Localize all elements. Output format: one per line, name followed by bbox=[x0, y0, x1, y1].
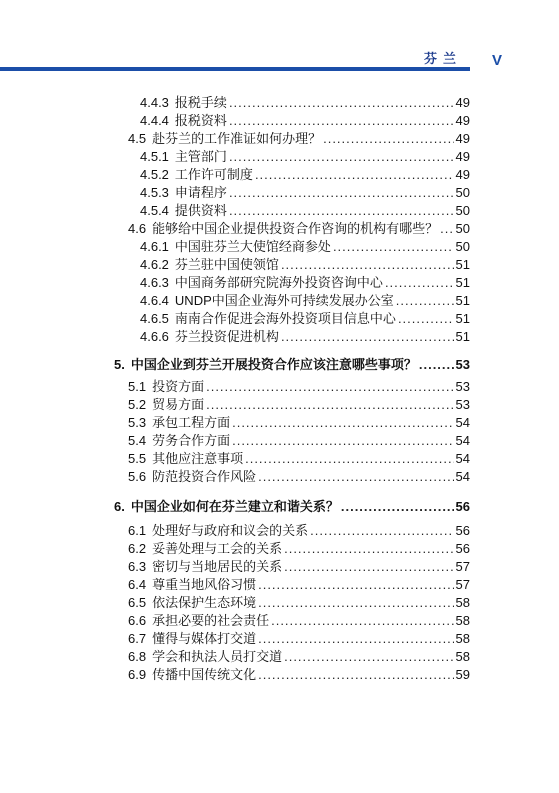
toc-entry[interactable] bbox=[128, 541, 470, 557]
toc-entry-number: 4.6.3 bbox=[140, 275, 169, 290]
dot-leader bbox=[284, 559, 453, 575]
toc-entry-number: 4.6.5 bbox=[140, 311, 169, 326]
toc-entry[interactable] bbox=[140, 185, 470, 201]
toc-entry[interactable] bbox=[140, 275, 470, 291]
toc-entry-title: 赴芬兰的工作准证如何办理？ bbox=[152, 131, 322, 146]
toc-entry-page: 56 bbox=[455, 541, 470, 556]
toc-entry[interactable] bbox=[140, 311, 470, 327]
dot-leader bbox=[440, 221, 453, 237]
toc-entry-number: 6.7 bbox=[128, 631, 147, 646]
dot-leader bbox=[323, 131, 453, 147]
toc-entry-title: 其他应注意事项 bbox=[152, 451, 244, 466]
toc-entry-page: 58 bbox=[455, 595, 470, 610]
toc-entry-number: 4.5.3 bbox=[140, 185, 169, 200]
dot-leader bbox=[281, 257, 454, 273]
toc-entry-number: 5.4 bbox=[128, 433, 147, 448]
toc-entry-title: 尊重当地风俗习惯 bbox=[152, 577, 257, 592]
toc-entry-number: 5.6 bbox=[128, 469, 147, 484]
toc-entry-page: 58 bbox=[455, 649, 470, 664]
toc-entry-title: 芬兰投资促进机构 bbox=[174, 329, 279, 344]
toc-entry-title: 能够给中国企业提供投资合作咨询的机构有哪些？ bbox=[152, 221, 439, 236]
toc-entry-title: 中国驻芬兰大使馆经商参处 bbox=[174, 239, 331, 254]
toc-entry-page: 57 bbox=[455, 577, 470, 592]
toc-entry-title: 工作许可制度 bbox=[174, 167, 253, 182]
toc-entry[interactable] bbox=[128, 415, 470, 431]
toc-entry-number: 6.5 bbox=[128, 595, 147, 610]
toc-entry-title: 密切与当地居民的关系 bbox=[152, 559, 283, 574]
dot-leader bbox=[229, 113, 454, 129]
toc-entry-page: 51 bbox=[455, 311, 470, 326]
dot-leader bbox=[271, 613, 453, 629]
toc-entry-page: 54 bbox=[455, 451, 470, 466]
toc-entry[interactable] bbox=[128, 131, 470, 147]
toc-entry[interactable] bbox=[140, 113, 470, 129]
toc-entry[interactable] bbox=[128, 595, 470, 611]
toc-entry-page: 54 bbox=[455, 433, 470, 448]
toc-entry-page: 50 bbox=[455, 221, 470, 236]
toc-entry-number: 5.5 bbox=[128, 451, 147, 466]
toc-entry-number: 4.5.4 bbox=[140, 203, 169, 218]
toc-entry-page: 51 bbox=[455, 293, 470, 308]
toc-entry-page: 49 bbox=[455, 167, 470, 182]
dot-leader bbox=[245, 451, 453, 467]
toc-entry-page: 50 bbox=[455, 203, 470, 218]
toc-entry-page: 51 bbox=[455, 257, 470, 272]
toc-entry-title: 报税资料 bbox=[174, 113, 227, 128]
toc-entry[interactable] bbox=[140, 149, 470, 165]
toc-entry-title: 提供资料 bbox=[174, 203, 227, 218]
toc-entry[interactable] bbox=[128, 221, 470, 237]
dot-leader bbox=[255, 167, 454, 183]
toc-entry-number: 4.6.4 bbox=[140, 293, 169, 308]
toc-entry-number: 6.9 bbox=[128, 667, 147, 682]
toc-entry-page: 53 bbox=[455, 397, 470, 412]
toc-entry-title: 承担必要的社会责任 bbox=[152, 613, 270, 628]
dot-leader bbox=[281, 329, 454, 345]
toc-entry-number: 6.6 bbox=[128, 613, 147, 628]
toc-entry[interactable] bbox=[140, 203, 470, 219]
toc-entry[interactable] bbox=[128, 523, 470, 539]
toc-entry-page: 49 bbox=[455, 149, 470, 164]
toc-entry-page: 50 bbox=[455, 239, 470, 254]
dot-leader bbox=[284, 541, 453, 557]
toc-entry-page: 54 bbox=[455, 415, 470, 430]
toc-entry[interactable] bbox=[128, 559, 470, 575]
toc-entry-page: 56 bbox=[455, 499, 470, 514]
toc-entry-number: 5.2 bbox=[128, 397, 147, 412]
toc-entry-page: 51 bbox=[455, 329, 470, 344]
dot-leader bbox=[258, 667, 453, 683]
toc-entry-number: 4.6.6 bbox=[140, 329, 169, 344]
toc-entry-page: 49 bbox=[455, 95, 470, 110]
toc-entry-number: 5.3 bbox=[128, 415, 147, 430]
dot-leader bbox=[229, 149, 454, 165]
toc-entry-title: 投资方面 bbox=[152, 379, 205, 394]
toc-entry[interactable] bbox=[128, 649, 470, 665]
dot-leader bbox=[310, 523, 453, 539]
toc-entry-page: 50 bbox=[455, 185, 470, 200]
toc-entry-number: 6.3 bbox=[128, 559, 147, 574]
toc-entry-number: 6.4 bbox=[128, 577, 147, 592]
toc-entry-number: 4.5 bbox=[128, 131, 147, 146]
toc-entry[interactable] bbox=[140, 95, 470, 111]
header-rule bbox=[0, 67, 470, 71]
toc-entry-number: 5. bbox=[114, 357, 125, 372]
toc-entry-title: 申请程序 bbox=[174, 185, 227, 200]
toc-entry-number: 6.1 bbox=[128, 523, 147, 538]
toc-entry-title: 中国企业到芬兰开展投资合作应该注意哪些事项？ bbox=[130, 357, 417, 372]
toc-entry-title: 中国商务部研究院海外投资咨询中心 bbox=[174, 275, 383, 290]
toc-entry-title: 防范投资合作风险 bbox=[152, 469, 257, 484]
dot-leader bbox=[206, 397, 453, 413]
toc-entry-title: 学会和执法人员打交道 bbox=[152, 649, 283, 664]
toc-entry-title: 主管部门 bbox=[174, 149, 227, 164]
toc-entry-number: 4.5.2 bbox=[140, 167, 169, 182]
dot-leader bbox=[396, 293, 454, 309]
toc-entry-page: 53 bbox=[455, 357, 470, 372]
toc-entry-page: 51 bbox=[455, 275, 470, 290]
toc-entry-title: 中国企业如何在芬兰建立和谐关系？ bbox=[130, 499, 339, 514]
toc-entry-title: UNDP中国企业海外可持续发展办公室 bbox=[174, 293, 394, 308]
toc-entry-page: 59 bbox=[455, 667, 470, 682]
toc-entry-number: 4.6 bbox=[128, 221, 147, 236]
toc-entry[interactable] bbox=[128, 613, 470, 629]
toc-entry[interactable] bbox=[140, 239, 470, 255]
toc-entry[interactable] bbox=[128, 667, 470, 683]
toc-entry[interactable] bbox=[128, 433, 470, 449]
toc-entry[interactable] bbox=[140, 257, 470, 273]
toc-entry[interactable] bbox=[128, 577, 470, 593]
dot-leader bbox=[341, 499, 454, 515]
dot-leader bbox=[385, 275, 454, 291]
toc-entry-page: 53 bbox=[455, 379, 470, 394]
dot-leader bbox=[419, 357, 454, 373]
dot-leader bbox=[229, 95, 454, 111]
dot-leader bbox=[206, 379, 453, 395]
dot-leader bbox=[398, 311, 454, 327]
dot-leader bbox=[284, 649, 453, 665]
toc-entry-title: 承包工程方面 bbox=[152, 415, 231, 430]
toc-entry-page: 58 bbox=[455, 631, 470, 646]
toc-entry-number: 6.2 bbox=[128, 541, 147, 556]
toc-entry-page: 49 bbox=[455, 113, 470, 128]
toc-entry-number: 4.5.1 bbox=[140, 149, 169, 164]
dot-leader bbox=[258, 469, 453, 485]
toc-entry-number: 6. bbox=[114, 499, 125, 514]
dot-leader bbox=[258, 577, 453, 593]
toc-entry-page: 54 bbox=[455, 469, 470, 484]
toc-entry[interactable] bbox=[128, 397, 470, 413]
toc-entry-page: 58 bbox=[455, 613, 470, 628]
page-number-roman: V bbox=[492, 52, 503, 69]
toc-entry[interactable] bbox=[128, 451, 470, 467]
toc-entry-page: 57 bbox=[455, 559, 470, 574]
running-header-title: 芬兰 bbox=[424, 51, 463, 66]
toc-entry-title: 南南合作促进会海外投资项目信息中心 bbox=[174, 311, 396, 326]
dot-leader bbox=[258, 631, 453, 647]
dot-leader bbox=[232, 415, 453, 431]
toc-entry[interactable] bbox=[114, 499, 470, 515]
dot-leader bbox=[258, 595, 453, 611]
dot-leader bbox=[229, 203, 454, 219]
toc-entry[interactable] bbox=[128, 631, 470, 647]
toc-entry-number: 5.1 bbox=[128, 379, 147, 394]
dot-leader bbox=[232, 433, 453, 449]
toc-entry-title: 贸易方面 bbox=[152, 397, 205, 412]
toc-entry-page: 56 bbox=[455, 523, 470, 538]
toc-entry[interactable] bbox=[128, 469, 470, 485]
toc-entry-title: 传播中国传统文化 bbox=[152, 667, 257, 682]
toc-entry-page: 49 bbox=[455, 131, 470, 146]
toc-entry-title: 懂得与媒体打交道 bbox=[152, 631, 257, 646]
toc-entry-title: 妥善处理与工会的关系 bbox=[152, 541, 283, 556]
toc-entry[interactable] bbox=[114, 357, 470, 373]
toc-entry-number: 4.6.1 bbox=[140, 239, 169, 254]
toc-entry[interactable] bbox=[140, 167, 470, 183]
toc-entry-title: 依法保护生态环境 bbox=[152, 595, 257, 610]
toc-entry-title: 报税手续 bbox=[174, 95, 227, 110]
dot-leader bbox=[333, 239, 454, 255]
toc-entry[interactable] bbox=[128, 379, 470, 395]
toc-entry-title: 芬兰驻中国使领馆 bbox=[174, 257, 279, 272]
toc-entry-number: 4.4.3 bbox=[140, 95, 169, 110]
toc-entry-number: 4.6.2 bbox=[140, 257, 169, 272]
toc-entry-number: 4.4.4 bbox=[140, 113, 169, 128]
toc-entry-title: 劳务合作方面 bbox=[152, 433, 231, 448]
dot-leader bbox=[229, 185, 454, 201]
toc-entry-number: 6.8 bbox=[128, 649, 147, 664]
toc-entry-title: 处理好与政府和议会的关系 bbox=[152, 523, 309, 538]
toc-entry[interactable] bbox=[140, 293, 470, 309]
toc-entry[interactable] bbox=[140, 329, 470, 345]
